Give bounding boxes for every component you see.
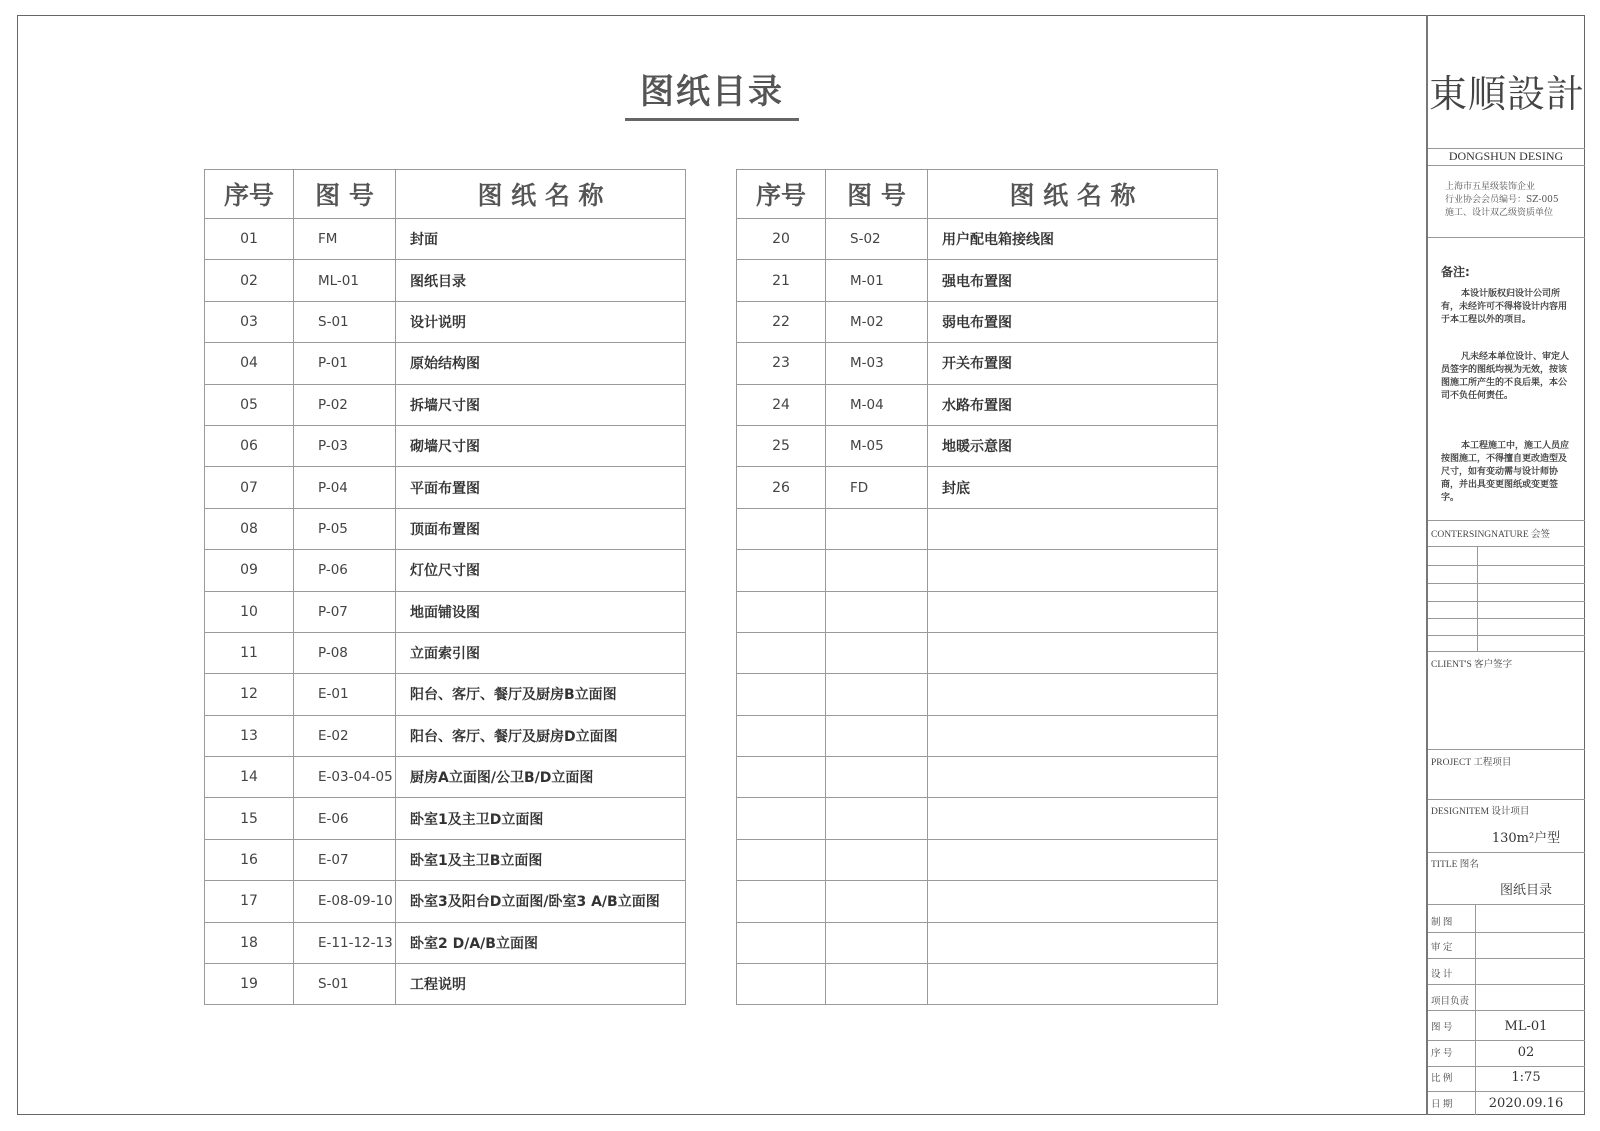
drawing-index-table-right: [736, 169, 1218, 1005]
table-header-row: [737, 170, 1218, 219]
table-row: [737, 508, 1218, 549]
row-number: 13: [205, 715, 294, 756]
company-info-line: 施工、设计双乙级资质单位: [1445, 208, 1554, 218]
row-drawing-code: [826, 674, 928, 715]
table-row: [205, 219, 686, 260]
row-drawing-name: 顶面布置图: [396, 508, 686, 549]
table-row: [205, 715, 686, 756]
drawing-index-table-left: [204, 169, 686, 1005]
table-row: [737, 425, 1218, 466]
table-row: [205, 674, 686, 715]
row-number: 16: [205, 839, 294, 880]
header-code: 图 号: [294, 170, 396, 219]
row-number: [737, 757, 826, 798]
row-drawing-name: 砌墙尺寸图: [396, 425, 686, 466]
row-drawing-name: 厨房A立面图/公卫B/D立面图: [396, 757, 686, 798]
table-row: [205, 260, 686, 301]
row-drawing-name: 开关布置图: [928, 343, 1218, 384]
table-row: [205, 343, 686, 384]
row-drawing-name: 拆墙尺寸图: [396, 384, 686, 425]
row-number: 10: [205, 591, 294, 632]
row-number: 11: [205, 632, 294, 673]
table-row: [737, 384, 1218, 425]
row-drawing-name: [928, 839, 1218, 880]
row-number: 09: [205, 550, 294, 591]
row-drawing-name: [928, 964, 1218, 1005]
row-number: [737, 508, 826, 549]
row-number: 17: [205, 881, 294, 922]
row-drawing-code: [826, 591, 928, 632]
row-number: 18: [205, 922, 294, 963]
drawing-no-label: 图 号: [1431, 1023, 1453, 1033]
table-row: [737, 964, 1218, 1005]
row-drawing-name: 图纸目录: [396, 260, 686, 301]
table-row: [205, 632, 686, 673]
table-row: [205, 881, 686, 922]
project-lead-label: 项目负责: [1431, 997, 1470, 1007]
row-number: 04: [205, 343, 294, 384]
row-drawing-name: [928, 632, 1218, 673]
table-row: [205, 591, 686, 632]
design-item-label: DESIGNITEM 设计项目: [1431, 807, 1530, 817]
countersign-label: CONTERSINGNATURE 会签: [1431, 530, 1551, 540]
row-number: [737, 715, 826, 756]
row-number: 03: [205, 301, 294, 342]
row-number: [737, 964, 826, 1005]
row-drawing-name: [928, 715, 1218, 756]
company-name-en: DONGSHUN DESING: [1448, 149, 1564, 163]
table-row: [737, 301, 1218, 342]
row-number: 19: [205, 964, 294, 1005]
row-number: [737, 632, 826, 673]
row-number: 21: [737, 260, 826, 301]
row-drawing-code: [826, 550, 928, 591]
row-drawing-name: 卧室3及阳台D立面图/卧室3 A/B立面图: [396, 881, 686, 922]
design-item-value: 130m²户型: [1491, 831, 1561, 846]
row-drawing-code: E-11-12-13: [294, 922, 396, 963]
row-drawing-code: [826, 922, 928, 963]
row-drawing-code: P-08: [294, 632, 396, 673]
row-drawing-code: P-04: [294, 467, 396, 508]
row-drawing-name: [928, 881, 1218, 922]
sequence-value: 02: [1517, 1045, 1535, 1060]
row-drawing-code: [826, 757, 928, 798]
page-title: 图纸目录: [640, 72, 784, 112]
table-row: [737, 343, 1218, 384]
row-drawing-name: 地面铺设图: [396, 591, 686, 632]
row-drawing-name: 卧室1及主卫D立面图: [396, 798, 686, 839]
drawing-no-value: ML-01: [1504, 1019, 1548, 1034]
row-number: [737, 881, 826, 922]
table-row: [205, 301, 686, 342]
row-drawing-code: E-08-09-10: [294, 881, 396, 922]
row-drawing-code: M-03: [826, 343, 928, 384]
company-info: [1445, 181, 1580, 220]
table-row: [737, 674, 1218, 715]
row-drawing-name: 水路布置图: [928, 384, 1218, 425]
title-underline: [625, 118, 799, 121]
row-drawing-name: 强电布置图: [928, 260, 1218, 301]
row-drawing-name: 灯位尺寸图: [396, 550, 686, 591]
row-number: [737, 674, 826, 715]
row-number: [737, 550, 826, 591]
row-drawing-name: 立面索引图: [396, 632, 686, 673]
row-number: 23: [737, 343, 826, 384]
date-label: 日 期: [1431, 1100, 1453, 1110]
table-row: [737, 881, 1218, 922]
row-drawing-code: P-01: [294, 343, 396, 384]
row-drawing-code: P-05: [294, 508, 396, 549]
drawn-by-label: 制 图: [1431, 918, 1453, 928]
designer-label: 设 计: [1431, 970, 1453, 980]
row-drawing-code: P-02: [294, 384, 396, 425]
table-row: [737, 632, 1218, 673]
row-drawing-name: 卧室2 D/A/B立面图: [396, 922, 686, 963]
header-no: 序号: [737, 170, 826, 219]
table-row: [205, 425, 686, 466]
row-number: 22: [737, 301, 826, 342]
client-signature-label: CLIENT'S 客户签字: [1431, 660, 1513, 670]
row-drawing-name: [928, 798, 1218, 839]
row-number: 06: [205, 425, 294, 466]
row-drawing-name: 工程说明: [396, 964, 686, 1005]
row-drawing-code: [826, 881, 928, 922]
row-number: 02: [205, 260, 294, 301]
header-name: 图 纸 名 称: [396, 170, 686, 219]
row-number: 08: [205, 508, 294, 549]
reviewed-by-label: 审 定: [1431, 943, 1453, 953]
row-drawing-code: E-01: [294, 674, 396, 715]
table-row: [737, 798, 1218, 839]
row-drawing-name: [928, 674, 1218, 715]
row-number: 26: [737, 467, 826, 508]
table-row: [205, 550, 686, 591]
project-label: PROJECT 工程项目: [1431, 758, 1512, 768]
row-drawing-name: 卧室1及主卫B立面图: [396, 839, 686, 880]
row-drawing-code: [826, 632, 928, 673]
row-drawing-code: S-01: [294, 301, 396, 342]
row-drawing-code: [826, 508, 928, 549]
row-drawing-code: [826, 964, 928, 1005]
table-row: [205, 384, 686, 425]
row-drawing-code: M-04: [826, 384, 928, 425]
row-drawing-code: FM: [294, 219, 396, 260]
row-number: [737, 922, 826, 963]
row-drawing-code: E-02: [294, 715, 396, 756]
table-row: [737, 757, 1218, 798]
row-drawing-code: S-02: [826, 219, 928, 260]
table-row: [205, 839, 686, 880]
table-row: [205, 757, 686, 798]
title-block: [1427, 15, 1585, 1115]
row-drawing-name: [928, 591, 1218, 632]
table-header-row: [205, 170, 686, 219]
company-logo: 東順設計: [1429, 72, 1586, 116]
row-number: 24: [737, 384, 826, 425]
table-row: [205, 467, 686, 508]
table-row: [737, 715, 1218, 756]
table-row: [737, 591, 1218, 632]
row-number: [737, 591, 826, 632]
note-construction: 本工程施工中，施工人员应按图施工，不得擅自更改造型及尺寸，如有变动需与设计师协商，并出具变更图纸或变更签字。: [1441, 441, 1570, 503]
row-drawing-name: 地暖示意图: [928, 425, 1218, 466]
row-number: 25: [737, 425, 826, 466]
header-name: 图 纸 名 称: [928, 170, 1218, 219]
table-row: [737, 467, 1218, 508]
row-drawing-code: M-02: [826, 301, 928, 342]
row-drawing-code: FD: [826, 467, 928, 508]
table-row: [737, 922, 1218, 963]
note-copyright: 本设计版权归设计公司所有，未经许可不得将设计内容用于本工程以外的项目。: [1441, 289, 1568, 325]
table-row: [737, 839, 1218, 880]
header-no: 序号: [205, 170, 294, 219]
table-row: [205, 798, 686, 839]
drawing-title-label: TITLE 图名: [1431, 860, 1479, 870]
row-drawing-name: 原始结构图: [396, 343, 686, 384]
header-code: 图 号: [826, 170, 928, 219]
sequence-label: 序 号: [1431, 1049, 1453, 1059]
row-drawing-name: 阳台、客厅、餐厅及厨房D立面图: [396, 715, 686, 756]
row-drawing-name: 设计说明: [396, 301, 686, 342]
row-number: 12: [205, 674, 294, 715]
date-value: 2020.09.16: [1488, 1096, 1564, 1111]
title-block-divider: [1426, 15, 1428, 1115]
note-signature: 凡未经本单位设计、审定人员签字的图纸均视为无效，按该图施工所产生的不良后果，本公司不负任何责任。: [1441, 352, 1570, 401]
row-drawing-name: 平面布置图: [396, 467, 686, 508]
row-number: 20: [737, 219, 826, 260]
row-drawing-name: 封底: [928, 467, 1218, 508]
row-number: 14: [205, 757, 294, 798]
scale-label: 比 例: [1431, 1074, 1453, 1084]
row-drawing-code: ML-01: [294, 260, 396, 301]
row-drawing-name: [928, 508, 1218, 549]
row-drawing-name: [928, 550, 1218, 591]
company-info-line: 上海市五星级装饰企业: [1445, 182, 1536, 192]
row-drawing-code: P-06: [294, 550, 396, 591]
row-number: [737, 839, 826, 880]
row-drawing-code: M-01: [826, 260, 928, 301]
row-drawing-name: 封面: [396, 219, 686, 260]
row-drawing-code: P-03: [294, 425, 396, 466]
row-drawing-code: E-07: [294, 839, 396, 880]
row-drawing-code: E-03-04-05: [294, 757, 396, 798]
row-drawing-code: [826, 798, 928, 839]
row-drawing-name: 用户配电箱接线图: [928, 219, 1218, 260]
scale-value: 1:75: [1511, 1070, 1541, 1085]
table-row: [737, 260, 1218, 301]
row-drawing-code: [826, 839, 928, 880]
table-row: [205, 508, 686, 549]
row-drawing-code: E-06: [294, 798, 396, 839]
row-drawing-name: 弱电布置图: [928, 301, 1218, 342]
table-row: [205, 922, 686, 963]
notes-title: 备注:: [1441, 265, 1470, 279]
row-drawing-code: M-05: [826, 425, 928, 466]
row-drawing-code: S-01: [294, 964, 396, 1005]
row-drawing-code: [826, 715, 928, 756]
row-number: 01: [205, 219, 294, 260]
company-info-line: 行业协会会员编号：SZ-005: [1445, 195, 1559, 205]
drawing-title-value: 图纸目录: [1499, 883, 1552, 898]
row-drawing-code: P-07: [294, 591, 396, 632]
table-row: [737, 550, 1218, 591]
table-row: [737, 219, 1218, 260]
row-drawing-name: 阳台、客厅、餐厅及厨房B立面图: [396, 674, 686, 715]
row-drawing-name: [928, 922, 1218, 963]
row-number: 07: [205, 467, 294, 508]
row-number: 15: [205, 798, 294, 839]
row-number: [737, 798, 826, 839]
row-drawing-name: [928, 757, 1218, 798]
row-number: 05: [205, 384, 294, 425]
title-block-heading: [625, 68, 799, 121]
table-row: [205, 964, 686, 1005]
